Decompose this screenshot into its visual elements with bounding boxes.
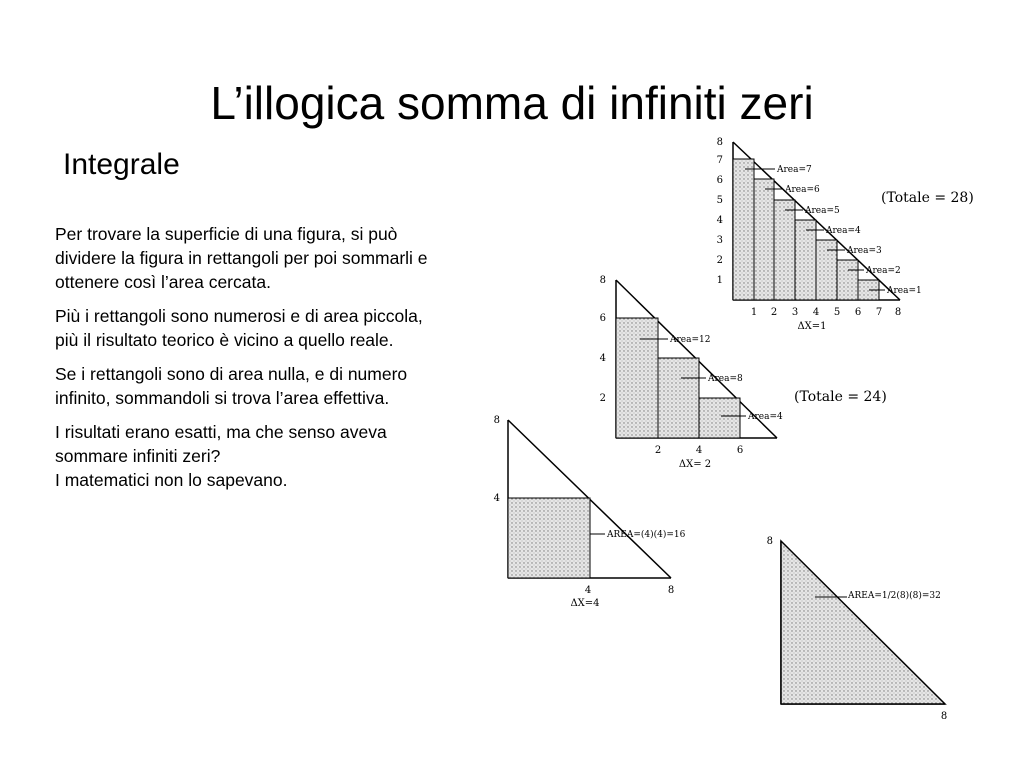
- dx1-xtick-1: 1: [750, 307, 758, 318]
- dx1-y-ticks: [717, 137, 723, 286]
- dx2-area-4: Area=4: [748, 412, 783, 422]
- dx4-ytick-8: 8: [493, 415, 500, 426]
- dx4-rectangle: [508, 498, 590, 578]
- dx1-xtick-7: 7: [875, 307, 883, 318]
- paragraph-1: Per trovare la superficie di una figura, si può dividere la figura in rettangoli per poi sommarli e ottenere così l’area cercata.: [55, 224, 428, 292]
- dx2-ytick-2: 2: [599, 393, 606, 404]
- dx1-ytick-8: 8: [716, 137, 723, 148]
- dx2-delta-label: ΔX= 2: [678, 459, 712, 470]
- dx1-ytick-4: 4: [716, 215, 723, 226]
- dx1-area-1: Area=1: [887, 286, 922, 296]
- dx1-xtick-5: 5: [833, 307, 841, 318]
- dx1-xtick-8: 8: [894, 307, 902, 318]
- dx1-xtick-2: 2: [770, 307, 778, 318]
- body-text: [55, 222, 440, 502]
- dx1-area-5: Area=5: [805, 206, 840, 216]
- paragraph-3: Se i rettangoli sono di area nulla, e di numero infinito, sommandoli si trova l’area effettiva.: [55, 364, 408, 408]
- panel-dx1: [717, 137, 974, 332]
- dx1-area-4: Area=4: [826, 226, 861, 236]
- dx1-ytick-6: 6: [716, 175, 723, 186]
- dx2-xtick-2: 2: [654, 445, 662, 456]
- riemann-sum-svg: [455, 122, 1024, 768]
- dx2-area-12: Area=12: [670, 335, 711, 345]
- dx2-xtick-6: 6: [736, 445, 744, 456]
- dx1-area-2: Area=2: [866, 266, 901, 276]
- dx1-ytick-3: 3: [716, 235, 723, 246]
- riemann-sum-figure: [455, 122, 1024, 768]
- dx2-ytick-6: 6: [599, 313, 606, 324]
- paragraph-2: Più i rettangoli sono numerosi e di area piccola, più il risultato teorico è vicino a quello reale.: [55, 306, 423, 350]
- dx1-xtick-3: 3: [791, 307, 799, 318]
- exact-triangle: [781, 541, 945, 704]
- dx1-delta-label: ΔX=1: [797, 321, 827, 332]
- dx1-ytick-7: 7: [716, 155, 723, 166]
- dx2-ytick-8: 8: [599, 275, 606, 286]
- dx2-y-ticks: [600, 275, 606, 404]
- slide-subtitle: Integrale: [63, 148, 180, 181]
- dx4-area: AREA=(4)(4)=16: [607, 530, 686, 540]
- dx1-ytick-1: 1: [716, 275, 723, 286]
- dx4-x-ticks: [585, 585, 674, 596]
- dx1-xtick-4: 4: [812, 307, 820, 318]
- dx2-area-8: Area=8: [708, 374, 743, 384]
- dx4-delta-label: ΔX=4: [570, 598, 600, 609]
- dx2-ytick-4: 4: [599, 353, 606, 364]
- dx1-xtick-6: 6: [854, 307, 862, 318]
- dx2-xtick-4: 4: [695, 445, 703, 456]
- exact-area: AREA=1/2(8)(8)=32: [848, 591, 941, 601]
- dx2-x-ticks: [655, 445, 743, 456]
- paragraph-4-line-2: I matematici non lo sapevano.: [55, 470, 288, 490]
- exact-ytick-8: 8: [766, 536, 773, 547]
- dx4-y-ticks: [494, 415, 500, 504]
- dx4-xtick-8: 8: [667, 585, 675, 596]
- dx1-area-7: Area=7: [777, 165, 812, 175]
- panel-exact: [767, 536, 948, 722]
- exact-xtick-8: 8: [940, 711, 948, 722]
- dx1-area-6: Area=6: [785, 185, 820, 195]
- dx4-xtick-4: 4: [584, 585, 592, 596]
- dx1-ytick-5: 5: [716, 195, 723, 206]
- slide-title: L’illogica somma di infiniti zeri: [210, 76, 814, 129]
- dx1-area-3: Area=3: [847, 246, 882, 256]
- paragraph-4: [55, 420, 440, 492]
- dx4-ytick-4: 4: [493, 493, 500, 504]
- dx1-x-ticks: [751, 307, 901, 318]
- dx1-ytick-2: 2: [716, 255, 723, 266]
- dx1-total: (Totale = 28): [881, 190, 974, 206]
- dx2-total: (Totale = 24): [794, 389, 887, 405]
- paragraph-4-line-1: I risultati erano esatti, ma che senso aveva sommare infiniti zeri?: [55, 422, 387, 466]
- panel-dx2: [600, 275, 887, 470]
